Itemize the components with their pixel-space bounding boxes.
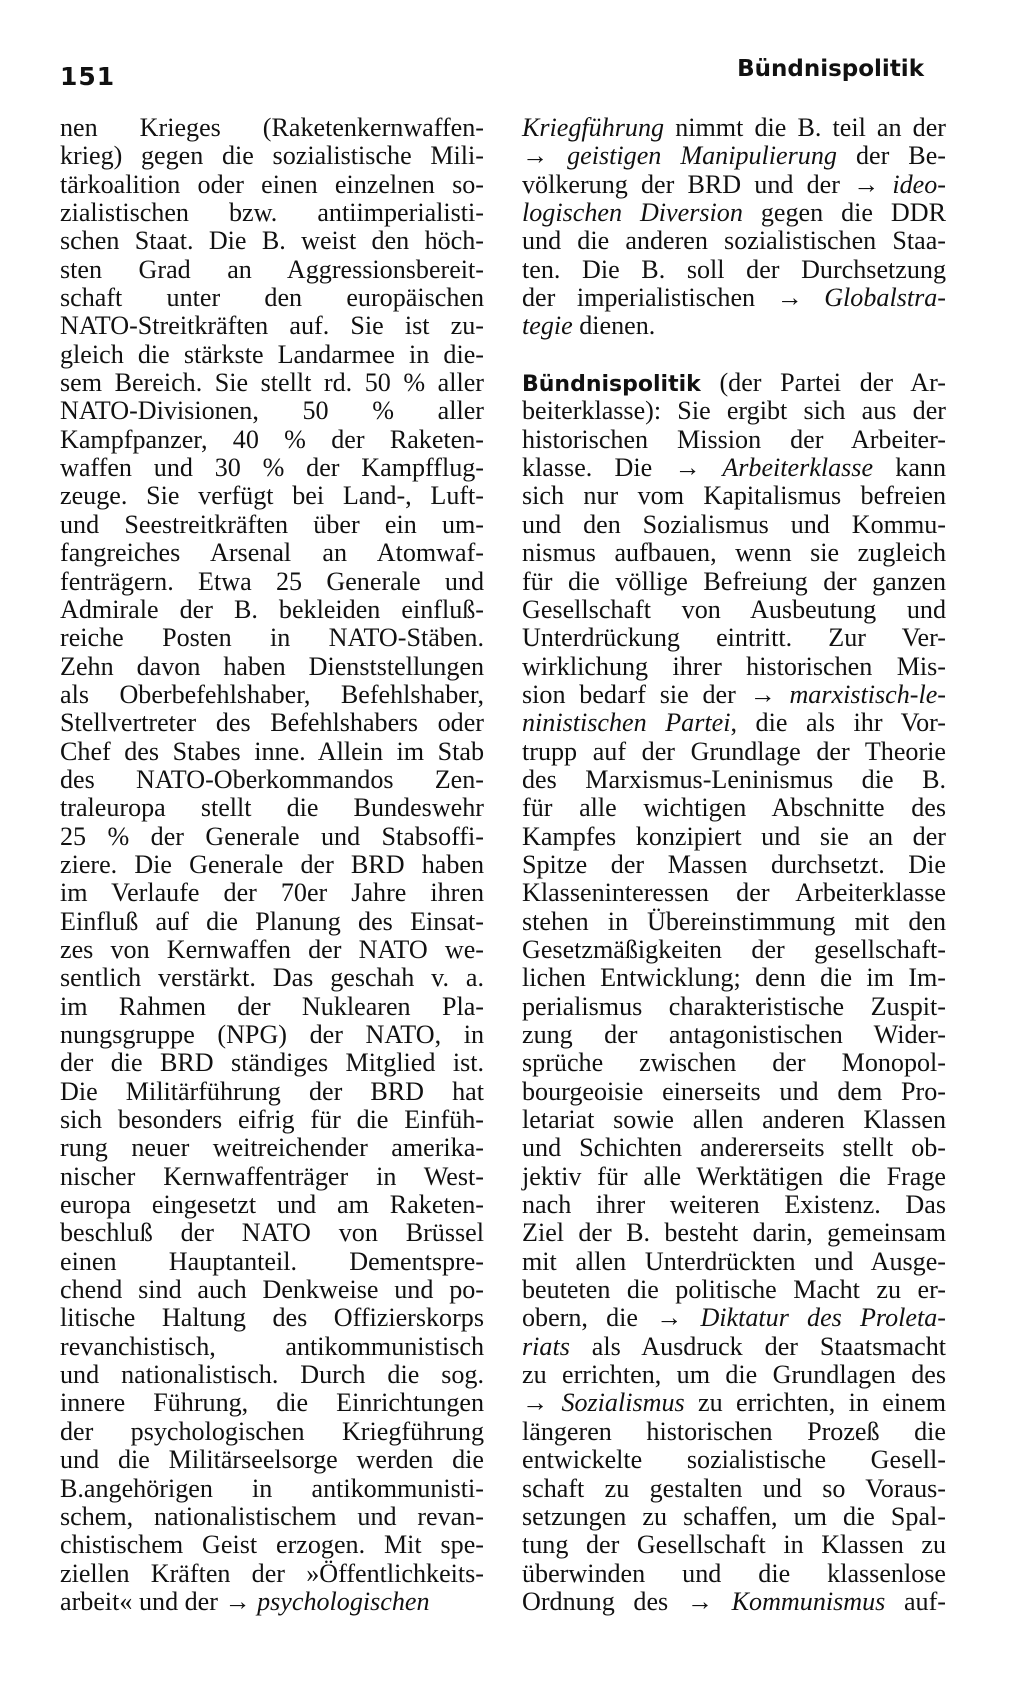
text-line: als Oberbefehlshaber, Befehlshaber, bbox=[60, 679, 484, 709]
text-line: nach ihrer weiteren Existenz. Das bbox=[522, 1190, 946, 1220]
text-line: ziere. Die Generale der BRD haben bbox=[60, 849, 484, 879]
text-line: des Marxismus-Leninismus die B. bbox=[522, 764, 946, 794]
text-line: entwickelte sozialistische Gesell- bbox=[522, 1445, 946, 1475]
cross-reference-arrow: → bbox=[522, 141, 549, 171]
text-line: überwinden und die klassenlose bbox=[522, 1558, 946, 1588]
text-line: Unterdrückung eintritt. Zur Ver- bbox=[522, 623, 946, 653]
text-line: 25 % der Generale und Stabsoffi- bbox=[60, 821, 484, 851]
text-line: und Schichten andererseits stellt ob- bbox=[522, 1133, 946, 1163]
text-line: ninistischen Partei, die als ihr Vor- bbox=[522, 708, 946, 738]
text-line: chend sind auch Denkweise und po- bbox=[60, 1275, 484, 1305]
text-line: jektiv für alle Werktätigen die Frage bbox=[522, 1161, 946, 1191]
text-line: ziellen Kräften der »Öffentlichkeits- bbox=[60, 1558, 484, 1588]
text-line: völkerung der BRD und der → ideo- bbox=[522, 169, 946, 199]
text-line: krieg) gegen die sozialistische Mili- bbox=[60, 141, 484, 171]
text-line: NATO-Streitkräften auf. Sie ist zu- bbox=[60, 311, 484, 341]
text-line: reiche Posten in NATO-Stäben. bbox=[60, 623, 484, 653]
text-line: und nationalistisch. Durch die sog. bbox=[60, 1360, 484, 1390]
text-line: und die Militärseelsorge werden die bbox=[60, 1445, 484, 1475]
text-line: zu errichten, um die Grundlagen des bbox=[522, 1360, 946, 1390]
text-line: chistischem Geist erzogen. Mit spe- bbox=[60, 1530, 484, 1560]
text-line: Admirale der B. bekleiden einfluß- bbox=[60, 594, 484, 624]
text-line: Die Militärführung der BRD hat bbox=[60, 1076, 484, 1106]
text-line: Gesellschaft von Ausbeutung und bbox=[522, 594, 946, 624]
text-line: fenträgern. Etwa 25 Generale und bbox=[60, 566, 484, 596]
text-line: letariat sowie allen anderen Klassen bbox=[522, 1105, 946, 1135]
cross-reference-arrow: → bbox=[686, 1586, 713, 1616]
text-line: riats als Ausdruck der Staatsmacht bbox=[522, 1331, 946, 1361]
text-line: ten. Die B. soll der Durchsetzung bbox=[522, 254, 946, 284]
text-line: mit allen Unterdrückten und Ausge- bbox=[522, 1246, 946, 1276]
text-line: Kampfpanzer, 40 % der Raketen- bbox=[60, 424, 484, 454]
text-line: beiterklasse): Sie ergibt sich aus der bbox=[522, 396, 946, 426]
cross-reference: ninistischen Partei bbox=[522, 708, 731, 738]
entry-heading-line: Bündnispolitik (der Partei der Ar- bbox=[522, 368, 946, 398]
text-line: NATO-Divisionen, 50 % aller bbox=[60, 396, 484, 426]
text-line: sten Grad an Aggressionsbereit- bbox=[60, 254, 484, 284]
cross-reference-arrow: → bbox=[224, 1586, 251, 1616]
text-line: wirklichung ihrer historischen Mis- bbox=[522, 651, 946, 681]
text-line: schaft unter den europäischen bbox=[60, 283, 484, 313]
cross-reference: Kommunismus bbox=[712, 1586, 886, 1616]
text-line: traleuropa stellt die Bundeswehr bbox=[60, 793, 484, 823]
cross-reference: riats bbox=[522, 1331, 570, 1361]
cross-reference: Globalstra- bbox=[802, 283, 946, 313]
continued-entry bbox=[522, 114, 946, 341]
text-line: Stellvertreter des Befehlshabers oder bbox=[60, 708, 484, 738]
text-line: → Sozialismus zu errichten, in einem bbox=[522, 1388, 946, 1418]
cross-reference-arrow: → bbox=[522, 1388, 549, 1418]
text-line: revanchistisch, antikommunistisch bbox=[60, 1331, 484, 1361]
text-line: schem, nationalistischem und revan- bbox=[60, 1501, 484, 1531]
text-line: einen Hauptanteil. Dementspre- bbox=[60, 1246, 484, 1276]
text-line: längeren historischen Prozeß die bbox=[522, 1416, 946, 1446]
text-line: bourgeoisie einerseits und dem Pro- bbox=[522, 1076, 946, 1106]
text-line: Ordnung des → Kommunismus auf- bbox=[522, 1586, 946, 1616]
text-line: sentlich verstärkt. Das geschah v. a. bbox=[60, 963, 484, 993]
text-line: nismus aufbauen, wenn sie zugleich bbox=[522, 538, 946, 568]
text-line: Gesetzmäßigkeiten der gesellschaft- bbox=[522, 934, 946, 964]
text-line: und Seestreitkräften über ein um- bbox=[60, 509, 484, 539]
text-line: setzungen zu schaffen, um die Spal- bbox=[522, 1501, 946, 1531]
text-line: und den Sozialismus und Kommu- bbox=[522, 509, 946, 539]
text-line: logischen Diversion gegen die DDR bbox=[522, 198, 946, 228]
text-line: gleich die stärkste Landarmee in die- bbox=[60, 339, 484, 369]
text-line: tärkoalition oder einen einzelnen so- bbox=[60, 169, 484, 199]
cross-reference: Diktatur des Proleta- bbox=[682, 1303, 946, 1333]
text-line: beuteten die politische Macht zu er- bbox=[522, 1275, 946, 1305]
page-number: 151 bbox=[60, 62, 116, 91]
text-line: sion bedarf sie der → marxistisch-le- bbox=[522, 679, 946, 709]
text-line: fangreiches Arsenal an Atomwaf- bbox=[60, 538, 484, 568]
text-line: des NATO-Oberkommandos Zen- bbox=[60, 764, 484, 794]
dictionary-entry bbox=[522, 369, 946, 1616]
text-line: sprüche zwischen der Monopol- bbox=[522, 1048, 946, 1078]
text-line: schen Staat. Die B. weist den höch- bbox=[60, 226, 484, 256]
text-line: perialismus charakteristische Zuspit- bbox=[522, 991, 946, 1021]
cross-reference-arrow: → bbox=[674, 453, 701, 483]
text-line: sich nur vom Kapitalismus befreien bbox=[522, 481, 946, 511]
text-line: Kriegführung nimmt die B. teil an der bbox=[522, 113, 946, 142]
text-line: europa eingesetzt und am Raketen- bbox=[60, 1190, 484, 1220]
text-line: arbeit« und der → psychologischen bbox=[60, 1586, 430, 1616]
text-line: rung neuer weitreichender amerika- bbox=[60, 1133, 484, 1163]
running-head: Bündnispolitik bbox=[737, 56, 924, 82]
text-line: Zehn davon haben Dienststellungen bbox=[60, 651, 484, 681]
text-line: lichen Entwicklung; denn die im Im- bbox=[522, 963, 946, 993]
text-line: im Verlaufe der 70er Jahre ihren bbox=[60, 878, 484, 908]
text-line: der imperialistischen → Globalstra- bbox=[522, 283, 946, 313]
text-line: Klasseninteressen der Arbeiterklasse bbox=[522, 878, 946, 908]
text-line: beschluß der NATO von Brüssel bbox=[60, 1218, 484, 1248]
text-line: der die BRD ständiges Mitglied ist. bbox=[60, 1048, 484, 1078]
text-line: stehen in Übereinstimmung mit den bbox=[522, 906, 946, 936]
text-line: zes von Kernwaffen der NATO we- bbox=[60, 934, 484, 964]
text-line: historischen Mission der Arbeiter- bbox=[522, 424, 946, 454]
headword: Bündnispolitik bbox=[522, 372, 701, 398]
cross-reference: psychologischen bbox=[250, 1586, 430, 1616]
text-line: → geistigen Manipulierung der Be- bbox=[522, 141, 946, 171]
left-column bbox=[60, 114, 484, 1616]
text-line: obern, die → Diktatur des Proleta- bbox=[522, 1303, 946, 1333]
cross-reference: geistigen Manipulierung bbox=[548, 141, 837, 171]
text-line: tung der Gesellschaft in Klassen zu bbox=[522, 1530, 946, 1560]
text-line: im Rahmen der Nuklearen Pla- bbox=[60, 991, 484, 1021]
cross-reference: Sozialismus bbox=[548, 1388, 685, 1418]
cross-reference: ideo- bbox=[879, 169, 946, 199]
text-line: tegie dienen. bbox=[522, 311, 656, 341]
text-line: schaft zu gestalten und so Voraus- bbox=[522, 1473, 946, 1503]
text-line: zeuge. Sie verfügt bei Land-, Luft- bbox=[60, 481, 484, 511]
text-line: der psychologischen Kriegführung bbox=[60, 1416, 484, 1446]
text-line: nungsgruppe (NPG) der NATO, in bbox=[60, 1020, 484, 1049]
right-column bbox=[522, 114, 946, 1616]
cross-reference: marxistisch-le- bbox=[775, 679, 946, 709]
text-line: für alle wichtigen Abschnitte des bbox=[522, 793, 946, 823]
text-line: zung der antagonistischen Wider- bbox=[522, 1020, 946, 1049]
cross-reference-arrow: → bbox=[656, 1303, 683, 1333]
text-line: nischer Kernwaffenträger in West- bbox=[60, 1161, 484, 1191]
text-line: nen Krieges (Raketenkernwaffen- bbox=[60, 113, 484, 142]
cross-reference-arrow: → bbox=[749, 679, 776, 709]
text-line: Spitze der Massen durchsetzt. Die bbox=[522, 849, 946, 879]
text-line: sem Bereich. Sie stellt rd. 50 % aller bbox=[60, 368, 484, 398]
text-line: für die völlige Befreiung der ganzen bbox=[522, 566, 946, 596]
cross-reference-arrow: → bbox=[776, 283, 803, 313]
text-line: klasse. Die → Arbeiterklasse kann bbox=[522, 453, 947, 483]
text-line: litische Haltung des Offizierskorps bbox=[60, 1303, 484, 1333]
text-line: B.angehörigen in antikommunisti- bbox=[60, 1473, 484, 1503]
text-line: Einfluß auf die Planung des Einsat- bbox=[60, 906, 484, 936]
text-line: sich besonders eifrig für die Einfüh- bbox=[60, 1105, 484, 1135]
cross-reference-arrow: → bbox=[853, 169, 880, 199]
text-line: zialistischen bzw. antiimperialisti- bbox=[60, 198, 484, 228]
text-line: trupp auf der Grundlage der Theorie bbox=[522, 736, 946, 766]
cross-reference: Arbeiterklasse bbox=[700, 453, 874, 483]
text-line: Kampfes konzipiert und sie an der bbox=[522, 821, 946, 851]
text-line: Chef des Stabes inne. Allein im Stab bbox=[60, 736, 484, 766]
text-line: waffen und 30 % der Kampfflug- bbox=[60, 453, 484, 483]
text-line: innere Führung, die Einrichtungen bbox=[60, 1388, 484, 1418]
text-line: und die anderen sozialistischen Staa- bbox=[522, 226, 946, 256]
text-line: Ziel der B. besteht darin, gemeinsam bbox=[522, 1218, 946, 1248]
